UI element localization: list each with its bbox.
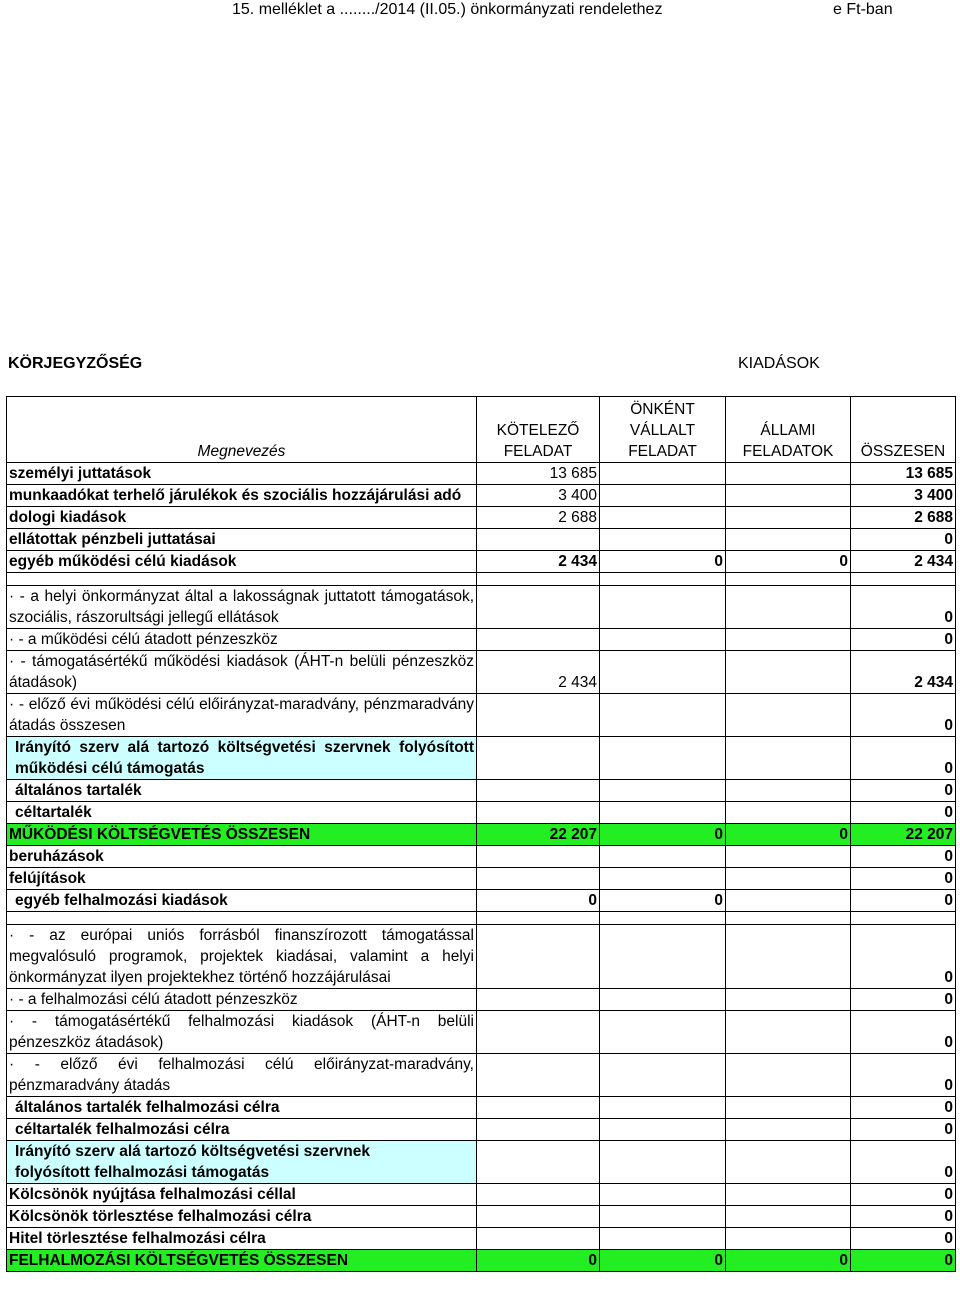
table-row bbox=[7, 507, 956, 529]
row-label: egyéb működési célú kiadások bbox=[7, 551, 477, 573]
table-row bbox=[7, 1228, 956, 1250]
row-label: Kölcsönök nyújtása felhalmozási céllal bbox=[7, 1184, 477, 1206]
cell-value: 0 bbox=[726, 824, 851, 846]
cell-value bbox=[726, 586, 851, 629]
cell-value bbox=[726, 925, 851, 989]
header-line: FELADAT bbox=[503, 443, 573, 460]
header-line: ÖNKÉNT bbox=[630, 401, 695, 418]
cell-value: 22 207 bbox=[851, 824, 956, 846]
row-label: MŰKÖDÉSI KÖLTSÉGVETÉS ÖSSZESEN bbox=[7, 824, 477, 846]
row-label: felújítások bbox=[7, 868, 477, 890]
cell-value: 0 bbox=[851, 1141, 956, 1184]
cell-value: 0 bbox=[851, 586, 956, 629]
cell-value bbox=[600, 925, 726, 989]
cell-value: 0 bbox=[726, 551, 851, 573]
cell-value bbox=[477, 1054, 600, 1097]
cell-value bbox=[726, 1119, 851, 1141]
table-row bbox=[7, 1054, 956, 1097]
table-row bbox=[7, 737, 956, 780]
row-label: személyi juttatások bbox=[7, 463, 477, 485]
cell-value: 0 bbox=[851, 529, 956, 551]
currency-unit: e Ft-ban bbox=[833, 1, 893, 18]
row-label: Irányító szerv alá tartozó költségvetési szervnek folyósított felhalmozási támogatás bbox=[7, 1141, 477, 1184]
expense-table bbox=[6, 396, 956, 1272]
cell-value: 0 bbox=[600, 551, 726, 573]
header-line: FELADATOK bbox=[742, 443, 834, 460]
cell-value: 0 bbox=[600, 890, 726, 912]
page-header bbox=[0, 0, 960, 24]
cell-value bbox=[600, 1184, 726, 1206]
spacer-row bbox=[7, 912, 956, 925]
cell-value: 2 688 bbox=[477, 507, 600, 529]
row-label: Kölcsönök törlesztése felhalmozási célra bbox=[7, 1206, 477, 1228]
table-row bbox=[7, 1097, 956, 1119]
cell-value: 0 bbox=[851, 1119, 956, 1141]
table-row bbox=[7, 463, 956, 485]
cell-value bbox=[600, 463, 726, 485]
cell-value bbox=[477, 1011, 600, 1054]
table-row bbox=[7, 1141, 956, 1184]
header-line: VÁLLALT bbox=[629, 422, 696, 439]
cell-value bbox=[726, 1097, 851, 1119]
cell-value bbox=[600, 1011, 726, 1054]
cell-value bbox=[477, 529, 600, 551]
cell-value bbox=[726, 1141, 851, 1184]
cell-value bbox=[600, 1097, 726, 1119]
cell-value bbox=[600, 1228, 726, 1250]
cell-value: 0 bbox=[851, 1228, 956, 1250]
cell-value: 13 685 bbox=[851, 463, 956, 485]
table-row bbox=[7, 1011, 956, 1054]
cell-value bbox=[726, 485, 851, 507]
row-label: céltartalék felhalmozási célra bbox=[7, 1119, 477, 1141]
cell-value bbox=[726, 694, 851, 737]
cell-value bbox=[726, 529, 851, 551]
cell-value bbox=[600, 507, 726, 529]
col-header-state bbox=[726, 397, 851, 463]
cell-value bbox=[726, 463, 851, 485]
cell-value bbox=[726, 989, 851, 1011]
cell-value: 0 bbox=[851, 925, 956, 989]
table-row bbox=[7, 1250, 956, 1272]
cell-value bbox=[477, 925, 600, 989]
cell-value: 0 bbox=[477, 1250, 600, 1272]
row-label: · - a működési célú átadott pénzeszköz bbox=[7, 629, 477, 651]
row-label: egyéb felhalmozási kiadások bbox=[7, 890, 477, 912]
table-row bbox=[7, 846, 956, 868]
table-row bbox=[7, 1184, 956, 1206]
section-title: KÖRJEGYZŐSÉG bbox=[8, 355, 143, 372]
table-row bbox=[7, 989, 956, 1011]
cell-value bbox=[726, 1206, 851, 1228]
table-row bbox=[7, 694, 956, 737]
table-row bbox=[7, 868, 956, 890]
cell-value: 0 bbox=[851, 1206, 956, 1228]
cell-value: 2 688 bbox=[851, 507, 956, 529]
cell-value bbox=[477, 868, 600, 890]
cell-value bbox=[600, 802, 726, 824]
cell-value: 0 bbox=[851, 1184, 956, 1206]
table-row bbox=[7, 780, 956, 802]
row-label: céltartalék bbox=[7, 802, 477, 824]
cell-value bbox=[726, 1054, 851, 1097]
cell-value bbox=[600, 485, 726, 507]
row-label: · - támogatásértékű működési kiadások (ÁHT-n belüli pénzeszköz átadások) bbox=[7, 651, 477, 694]
cell-value bbox=[600, 780, 726, 802]
cell-value: 0 bbox=[851, 629, 956, 651]
cell-value bbox=[477, 1119, 600, 1141]
cell-value: 0 bbox=[851, 1011, 956, 1054]
cell-value bbox=[726, 868, 851, 890]
cell-value bbox=[726, 780, 851, 802]
cell-value: 0 bbox=[851, 694, 956, 737]
cell-value bbox=[600, 1119, 726, 1141]
header-line: ÁLLAMI bbox=[760, 422, 816, 439]
section-kind: KIADÁSOK bbox=[738, 355, 820, 372]
table-row bbox=[7, 586, 956, 629]
table-row bbox=[7, 485, 956, 507]
row-label: munkaadókat terhelő járulékok és szociális hozzájárulási adó bbox=[7, 485, 477, 507]
row-label: Irányító szerv alá tartozó költségvetési szervnek folyósított működési célú támogatás bbox=[7, 737, 477, 780]
cell-value: 0 bbox=[477, 890, 600, 912]
cell-value: 2 434 bbox=[477, 651, 600, 694]
cell-value bbox=[600, 586, 726, 629]
col-header-voluntary bbox=[600, 397, 726, 463]
table-row bbox=[7, 925, 956, 989]
cell-value bbox=[726, 629, 851, 651]
table-row bbox=[7, 651, 956, 694]
row-label: · - előző évi működési célú előirányzat-maradvány, pénzmaradvány átadás összesen bbox=[7, 694, 477, 737]
cell-value: 2 434 bbox=[477, 551, 600, 573]
header-line: FELADAT bbox=[628, 443, 697, 460]
cell-value bbox=[600, 737, 726, 780]
cell-value bbox=[477, 1097, 600, 1119]
table-row bbox=[7, 529, 956, 551]
cell-value bbox=[477, 737, 600, 780]
row-label: általános tartalék bbox=[7, 780, 477, 802]
cell-value: 0 bbox=[600, 824, 726, 846]
row-label: dologi kiadások bbox=[7, 507, 477, 529]
cell-value bbox=[600, 989, 726, 1011]
table-row bbox=[7, 1119, 956, 1141]
table-row bbox=[7, 890, 956, 912]
table-row bbox=[7, 1206, 956, 1228]
row-label: beruházások bbox=[7, 846, 477, 868]
cell-value bbox=[477, 1206, 600, 1228]
row-label: · - támogatásértékű felhalmozási kiadások (ÁHT-n belüli pénzeszköz átadások) bbox=[7, 1011, 477, 1054]
cell-value: 2 434 bbox=[851, 651, 956, 694]
annex-reference: 15. melléklet a ......../2014 (II.05.) önkormányzati rendelethez bbox=[232, 1, 663, 18]
cell-value bbox=[726, 1184, 851, 1206]
cell-value bbox=[477, 1228, 600, 1250]
cell-value bbox=[600, 1054, 726, 1097]
row-label: Hitel törlesztése felhalmozási célra bbox=[7, 1228, 477, 1250]
cell-value bbox=[600, 1141, 726, 1184]
cell-value bbox=[726, 651, 851, 694]
cell-value bbox=[477, 846, 600, 868]
cell-value: 2 434 bbox=[851, 551, 956, 573]
cell-value: 0 bbox=[851, 802, 956, 824]
cell-value: 13 685 bbox=[477, 463, 600, 485]
cell-value: 3 400 bbox=[477, 485, 600, 507]
cell-value: 0 bbox=[851, 868, 956, 890]
cell-value bbox=[726, 507, 851, 529]
row-label: · - a felhalmozási célú átadott pénzeszköz bbox=[7, 989, 477, 1011]
table-row bbox=[7, 824, 956, 846]
row-label: · - az európai uniós forrásból finanszírozott támogatással megvalósuló programok, projektek kiadásai, valamint a helyi önkormányzat ilyen projektekhez történő hozzájárulásai bbox=[7, 925, 477, 989]
cell-value bbox=[477, 1184, 600, 1206]
cell-value bbox=[726, 802, 851, 824]
cell-value bbox=[477, 586, 600, 629]
cell-value: 0 bbox=[851, 1250, 956, 1272]
cell-value: 0 bbox=[600, 1250, 726, 1272]
cell-value: 0 bbox=[851, 1097, 956, 1119]
cell-value bbox=[477, 629, 600, 651]
cell-value: 22 207 bbox=[477, 824, 600, 846]
cell-value: 0 bbox=[851, 989, 956, 1011]
cell-value: 3 400 bbox=[851, 485, 956, 507]
cell-value bbox=[600, 529, 726, 551]
cell-value bbox=[600, 1206, 726, 1228]
table-header-row bbox=[7, 397, 956, 463]
header-line: KÖTELEZŐ bbox=[496, 422, 580, 439]
row-label: FELHALMOZÁSI KÖLTSÉGVETÉS ÖSSZESEN bbox=[7, 1250, 477, 1272]
cell-value bbox=[600, 694, 726, 737]
cell-value bbox=[600, 629, 726, 651]
cell-value: 0 bbox=[851, 890, 956, 912]
col-header-total: ÖSSZESEN bbox=[851, 397, 956, 463]
cell-value bbox=[477, 780, 600, 802]
cell-value bbox=[726, 1228, 851, 1250]
cell-value: 0 bbox=[851, 1054, 956, 1097]
spacer-row bbox=[7, 573, 956, 586]
cell-value bbox=[726, 890, 851, 912]
row-label: általános tartalék felhalmozási célra bbox=[7, 1097, 477, 1119]
cell-value bbox=[477, 802, 600, 824]
cell-value: 0 bbox=[851, 846, 956, 868]
cell-value bbox=[477, 694, 600, 737]
cell-value: 0 bbox=[851, 737, 956, 780]
table-row bbox=[7, 802, 956, 824]
row-label: · - a helyi önkormányzat által a lakosságnak juttatott támogatások, szociális, rászorultsági jellegű ellátások bbox=[7, 586, 477, 629]
cell-value bbox=[600, 651, 726, 694]
col-header-name: Megnevezés bbox=[7, 397, 477, 463]
cell-value bbox=[600, 868, 726, 890]
cell-value bbox=[600, 846, 726, 868]
row-label: ellátottak pénzbeli juttatásai bbox=[7, 529, 477, 551]
cell-value bbox=[726, 737, 851, 780]
row-label: · - előző évi felhalmozási célú előirányzat-maradvány, pénzmaradvány átadás bbox=[7, 1054, 477, 1097]
cell-value bbox=[726, 846, 851, 868]
cell-value: 0 bbox=[726, 1250, 851, 1272]
cell-value bbox=[477, 989, 600, 1011]
cell-value: 0 bbox=[851, 780, 956, 802]
table-row bbox=[7, 551, 956, 573]
cell-value bbox=[726, 1011, 851, 1054]
table-row bbox=[7, 629, 956, 651]
cell-value bbox=[477, 1141, 600, 1184]
col-header-mandatory bbox=[477, 397, 600, 463]
